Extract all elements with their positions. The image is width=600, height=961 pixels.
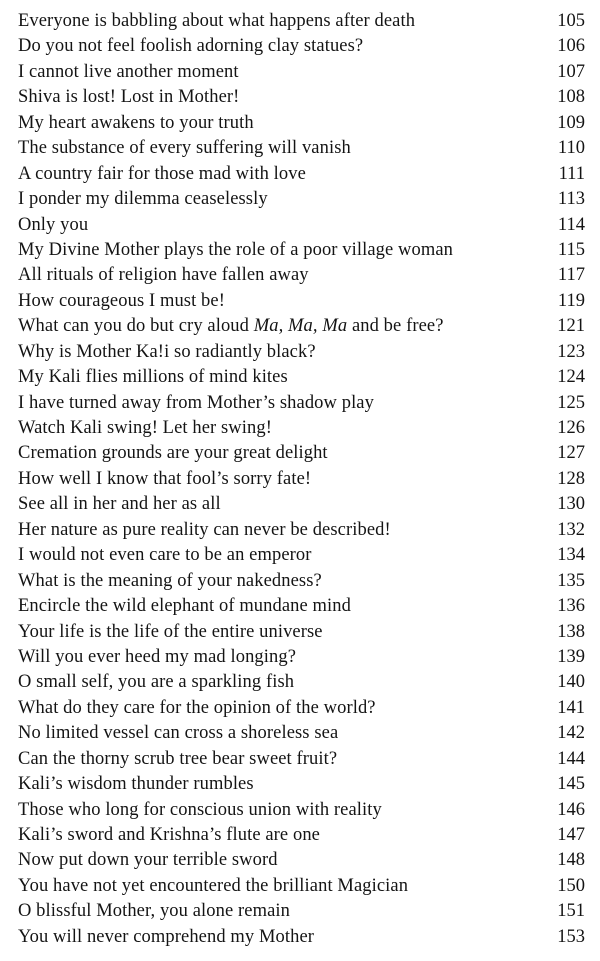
toc-entry-title: Shiva is lost! Lost in Mother! <box>18 87 240 108</box>
toc-entry-page: 134 <box>557 545 585 566</box>
toc-entry-page: 117 <box>557 265 585 286</box>
toc-entry-page: 128 <box>557 468 585 489</box>
toc-entry-page: 140 <box>557 672 585 693</box>
toc-entry-page: 132 <box>557 519 585 540</box>
toc-entry-title: Watch Kali swing! Let her swing! <box>18 418 272 438</box>
toc-entry-title: O small self, you are a sparkling fish <box>18 672 295 693</box>
toc-entry-page: 127 <box>557 443 585 464</box>
toc-entry <box>18 543 585 568</box>
toc-entry <box>18 467 585 492</box>
toc-entry <box>18 60 585 85</box>
toc-entry-title: I would not even care to be an emperor <box>18 545 312 566</box>
toc-entry-page: 126 <box>557 418 585 438</box>
toc-entry-title: Your life is the life of the entire universe <box>18 621 323 642</box>
toc-entry <box>18 620 585 645</box>
toc-entry-title: What is the meaning of your nakedness? <box>18 570 322 591</box>
toc-entry-page: 109 <box>557 112 585 133</box>
toc-entry <box>18 772 585 797</box>
toc-entry <box>18 416 585 441</box>
toc-entry-title: Only you <box>18 214 89 235</box>
toc-entry-title: How courageous I must be! <box>18 290 225 311</box>
toc-entry <box>18 441 585 466</box>
toc-entry <box>18 747 585 772</box>
toc-entry-page: 123 <box>557 341 585 362</box>
toc-entry <box>18 263 585 288</box>
toc-entry-title <box>18 314 444 339</box>
toc-entry-page: 114 <box>557 214 585 235</box>
toc-entry-title: Encircle the wild elephant of mundane mind <box>18 596 351 617</box>
toc-entry-page: 147 <box>557 825 585 845</box>
toc-entry <box>18 111 585 136</box>
toc-entry <box>18 391 585 416</box>
toc-entry <box>18 314 585 339</box>
toc-entry <box>18 823 585 848</box>
toc-entry <box>18 187 585 212</box>
toc-entry-title: O blissful Mother, you alone remain <box>18 901 290 922</box>
toc-entry-page: 107 <box>557 61 585 82</box>
toc-entry-title: Everyone is babbling about what happens after death <box>18 11 416 31</box>
toc-entry <box>18 925 585 950</box>
toc-entry-title: Why is Mother Ka!i so radiantly black? <box>18 341 316 362</box>
toc-entry-title: You will never comprehend my Mother <box>18 926 315 947</box>
toc-entry-title: Cremation grounds are your great delight <box>18 443 328 464</box>
toc-entry-page: 141 <box>557 697 585 718</box>
toc-entry <box>18 696 585 721</box>
toc-entry <box>18 492 585 517</box>
toc-entry <box>18 34 585 59</box>
toc-entry-page: 121 <box>557 316 585 337</box>
toc-entry-page: 146 <box>557 799 585 820</box>
toc-entry <box>18 899 585 924</box>
toc-entry-page: 130 <box>557 494 585 515</box>
toc-entry-title: A country fair for those mad with love <box>18 163 306 184</box>
toc-entry <box>18 848 585 873</box>
toc-entry-title: My heart awakens to your truth <box>18 112 254 133</box>
toc-entry <box>18 594 585 619</box>
toc-entry-title: I have turned away from Mother’s shadow play <box>18 392 374 413</box>
toc-entry-page: 139 <box>557 646 585 667</box>
toc-entry-page: 150 <box>557 875 585 896</box>
toc-entry-title-before: What can you do but cry aloud <box>18 316 254 337</box>
toc-entry <box>18 569 585 594</box>
toc-entry <box>18 365 585 390</box>
toc-entry-title-after: and be free? <box>347 316 444 337</box>
toc-entry <box>18 289 585 314</box>
toc-entry-page: 113 <box>557 189 585 210</box>
toc-entry <box>18 721 585 746</box>
toc-entry-page: 106 <box>557 36 585 57</box>
toc-entry-page: 111 <box>558 163 585 184</box>
toc-entry <box>18 670 585 695</box>
toc-entry-page: 138 <box>557 621 585 642</box>
toc-entry-title: What do they care for the opinion of the world? <box>18 697 376 718</box>
toc-entry-title: Will you ever heed my mad longing? <box>18 646 297 667</box>
toc-entry <box>18 162 585 187</box>
toc-entry-title: Kali’s sword and Krishna’s flute are one <box>18 825 320 845</box>
toc-entry <box>18 340 585 365</box>
toc-entry-title: Kali’s wisdom thunder rumbles <box>18 774 254 795</box>
toc-entry-title: See all in her and her as all <box>18 494 221 515</box>
toc-entry-page: 115 <box>557 239 585 260</box>
toc-entry-page: 151 <box>557 901 585 922</box>
toc-entry-title: No limited vessel can cross a shoreless sea <box>18 723 339 744</box>
toc-entry-title: Do you not feel foolish adorning clay statues? <box>18 36 364 57</box>
toc-entry <box>18 85 585 110</box>
toc-entry <box>18 518 585 543</box>
toc-entry-title-italic: Ma, Ma, Ma <box>253 316 348 337</box>
toc-entry-page: 148 <box>557 850 585 871</box>
toc-entry-title: Her nature as pure reality can never be described! <box>18 519 391 540</box>
toc-entry-page: 108 <box>557 87 585 108</box>
toc-entry-title: My Kali flies millions of mind kites <box>18 367 288 388</box>
toc-entry-page: 144 <box>557 748 585 769</box>
toc-entry-title: Now put down your terrible sword <box>18 850 278 871</box>
toc-entry-page: 136 <box>557 596 585 617</box>
toc-entry-title: I ponder my dilemma ceaselessly <box>18 189 268 210</box>
toc-entry <box>18 213 585 238</box>
toc-entry <box>18 238 585 263</box>
toc-entry-title: The substance of every suffering will vanish <box>18 138 351 159</box>
toc-entry-page: 135 <box>557 570 585 591</box>
toc-entry-title: Those who long for conscious union with reality <box>18 799 382 820</box>
toc-entry <box>18 645 585 670</box>
toc-entry-page: 125 <box>557 392 585 413</box>
toc-entry-page: 105 <box>557 11 585 31</box>
toc-entry-title: How well I know that fool’s sorry fate! <box>18 468 312 489</box>
toc-entry-page: 153 <box>557 926 585 947</box>
toc-entry <box>18 136 585 161</box>
toc-entry <box>18 798 585 823</box>
toc-entry <box>18 9 585 34</box>
toc-entry-title: All rituals of religion have fallen away <box>18 265 309 286</box>
toc-entry-page: 142 <box>557 723 585 744</box>
toc-entry-page: 110 <box>557 138 585 159</box>
toc-entry-title: Can the thorny scrub tree bear sweet fruit? <box>18 748 338 769</box>
toc-entry-page: 124 <box>557 367 585 388</box>
toc-entry-title: I cannot live another moment <box>18 61 239 82</box>
toc-entry-title: You have not yet encountered the brilliant Magician <box>18 875 409 896</box>
toc-entry <box>18 874 585 899</box>
toc-entry-title: My Divine Mother plays the role of a poor village woman <box>18 239 454 260</box>
toc-entry-page: 145 <box>557 774 585 795</box>
table-of-contents <box>18 9 585 950</box>
toc-entry-page: 119 <box>557 290 585 311</box>
